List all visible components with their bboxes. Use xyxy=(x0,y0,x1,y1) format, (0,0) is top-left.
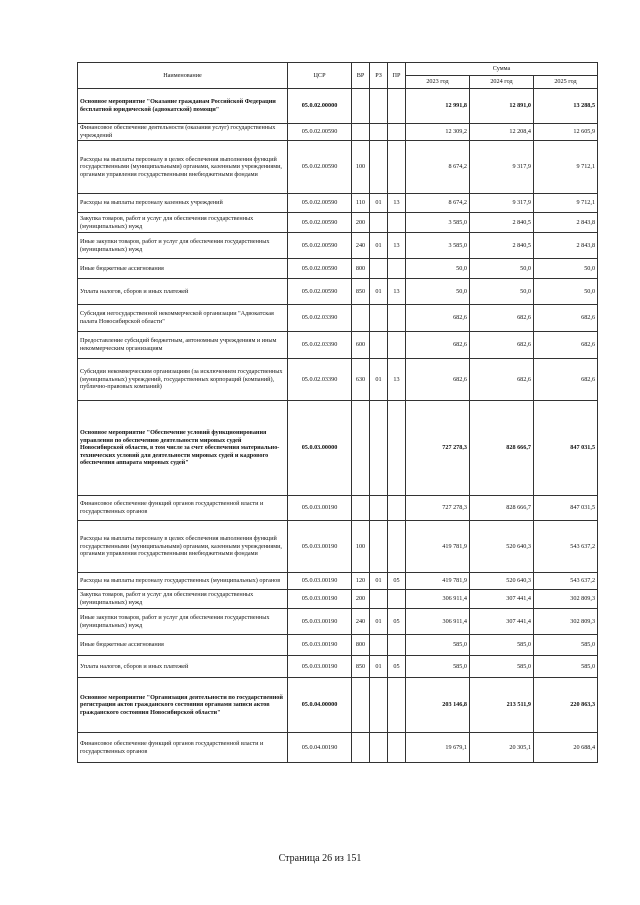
cell-vr: 240 xyxy=(352,609,370,635)
cell-2023: 727 278,3 xyxy=(406,401,470,496)
cell-name: Уплата налогов, сборов и иных платежей xyxy=(78,279,288,305)
cell-pr xyxy=(388,124,406,141)
cell-csr: 05.0.02.03390 xyxy=(288,359,352,401)
header-vr: ВР xyxy=(352,63,370,89)
cell-vr: 110 xyxy=(352,194,370,213)
cell-rz xyxy=(370,124,388,141)
table-row xyxy=(78,656,598,678)
cell-name: Предоставление субсидий бюджетным, автономным учреждениям и иным некоммерческим организациям xyxy=(78,332,288,359)
cell-2023: 3 585,0 xyxy=(406,233,470,259)
cell-pr xyxy=(388,496,406,521)
cell-2025: 12 605,9 xyxy=(534,124,598,141)
cell-csr: 05.0.03.00190 xyxy=(288,656,352,678)
cell-2024: 2 840,5 xyxy=(470,233,534,259)
table-row xyxy=(78,89,598,124)
cell-csr: 05.0.03.00190 xyxy=(288,496,352,521)
cell-rz: 01 xyxy=(370,194,388,213)
cell-csr: 05.0.03.00190 xyxy=(288,635,352,656)
header-year-2025: 2025 год xyxy=(534,76,598,89)
cell-2023: 419 781,9 xyxy=(406,573,470,590)
cell-2025: 585,0 xyxy=(534,635,598,656)
cell-pr xyxy=(388,590,406,609)
cell-pr xyxy=(388,141,406,194)
cell-rz: 01 xyxy=(370,279,388,305)
cell-2025: 50,0 xyxy=(534,259,598,279)
cell-2024: 682,6 xyxy=(470,305,534,332)
cell-csr: 05.0.04.00000 xyxy=(288,678,352,733)
cell-pr xyxy=(388,733,406,763)
table-row xyxy=(78,590,598,609)
cell-2023: 12 309,2 xyxy=(406,124,470,141)
cell-rz: 01 xyxy=(370,656,388,678)
cell-pr xyxy=(388,678,406,733)
budget-table xyxy=(77,62,598,763)
cell-2023: 50,0 xyxy=(406,259,470,279)
cell-name: Расходы на выплаты персоналу казенных учреждений xyxy=(78,194,288,213)
cell-csr: 05.0.03.00190 xyxy=(288,609,352,635)
header-pr: ПР xyxy=(388,63,406,89)
cell-2023: 3 585,0 xyxy=(406,213,470,233)
cell-vr: 240 xyxy=(352,233,370,259)
cell-2024: 520 640,3 xyxy=(470,521,534,573)
cell-2024: 307 441,4 xyxy=(470,609,534,635)
cell-2024: 520 640,3 xyxy=(470,573,534,590)
cell-2025: 220 863,3 xyxy=(534,678,598,733)
cell-2025: 585,0 xyxy=(534,656,598,678)
cell-vr xyxy=(352,401,370,496)
header-csr: ЦСР xyxy=(288,63,352,89)
table-row xyxy=(78,213,598,233)
cell-2025: 2 843,8 xyxy=(534,213,598,233)
table-row xyxy=(78,141,598,194)
table-row xyxy=(78,521,598,573)
page-number: Страница 26 из 151 xyxy=(278,853,362,864)
cell-2025: 302 809,3 xyxy=(534,590,598,609)
cell-rz xyxy=(370,332,388,359)
cell-2024: 213 511,9 xyxy=(470,678,534,733)
cell-2025: 13 288,5 xyxy=(534,89,598,124)
cell-2024: 585,0 xyxy=(470,635,534,656)
cell-pr: 05 xyxy=(388,573,406,590)
cell-name: Субсидии некоммерческим организациям (за исключением государственных (муниципальных) учреждений, государственных корпораций (компаний), публично-правовых компаний) xyxy=(78,359,288,401)
cell-rz: 01 xyxy=(370,609,388,635)
cell-vr: 100 xyxy=(352,521,370,573)
cell-2024: 50,0 xyxy=(470,259,534,279)
cell-pr xyxy=(388,332,406,359)
cell-2025: 20 688,4 xyxy=(534,733,598,763)
cell-name: Иные закупки товаров, работ и услуг для обеспечения государственных (муниципальных) нужд xyxy=(78,609,288,635)
cell-2023: 8 674,2 xyxy=(406,194,470,213)
cell-2023: 419 781,9 xyxy=(406,521,470,573)
cell-2024: 12 891,0 xyxy=(470,89,534,124)
cell-vr: 200 xyxy=(352,213,370,233)
header-sum: Сумма xyxy=(406,63,598,76)
cell-rz xyxy=(370,259,388,279)
header-year-2024: 2024 год xyxy=(470,76,534,89)
cell-2023: 682,6 xyxy=(406,359,470,401)
cell-name: Иные бюджетные ассигнования xyxy=(78,259,288,279)
cell-csr: 05.0.03.00190 xyxy=(288,573,352,590)
cell-2024: 828 666,7 xyxy=(470,401,534,496)
cell-2025: 302 809,3 xyxy=(534,609,598,635)
cell-2023: 12 991,8 xyxy=(406,89,470,124)
cell-2023: 19 679,1 xyxy=(406,733,470,763)
cell-pr: 13 xyxy=(388,194,406,213)
cell-2023: 682,6 xyxy=(406,332,470,359)
cell-csr: 05.0.02.00590 xyxy=(288,194,352,213)
cell-name: Основное мероприятие "Оказание гражданам Российской Федерации бесплатной юридической (адвокатской) помощи" xyxy=(78,89,288,124)
cell-rz: 01 xyxy=(370,359,388,401)
cell-2023: 306 911,4 xyxy=(406,609,470,635)
cell-name: Закупка товаров, работ и услуг для обеспечения государственных (муниципальных) нужд xyxy=(78,213,288,233)
cell-2024: 12 208,4 xyxy=(470,124,534,141)
cell-2025: 847 031,5 xyxy=(534,496,598,521)
cell-rz xyxy=(370,305,388,332)
table-row xyxy=(78,635,598,656)
cell-rz xyxy=(370,733,388,763)
cell-vr: 600 xyxy=(352,332,370,359)
table-row xyxy=(78,401,598,496)
table-row xyxy=(78,124,598,141)
cell-2023: 585,0 xyxy=(406,635,470,656)
cell-2024: 307 441,4 xyxy=(470,590,534,609)
cell-2024: 585,0 xyxy=(470,656,534,678)
cell-2024: 828 666,7 xyxy=(470,496,534,521)
cell-2024: 682,6 xyxy=(470,332,534,359)
cell-name: Основное мероприятие "Обеспечение условий функционирования управления по обеспечению деятельности мировых судей Новосибирской области, в том числе за счет обеспечения материально-технических условий для деятельности мировых судей и кадрового обеспечения аппарата мировых судей" xyxy=(78,401,288,496)
cell-2024: 50,0 xyxy=(470,279,534,305)
cell-2025: 543 637,2 xyxy=(534,521,598,573)
cell-vr: 850 xyxy=(352,656,370,678)
cell-csr: 05.0.02.00590 xyxy=(288,124,352,141)
cell-name: Финансовое обеспечение функций органов государственной власти и государственных органов xyxy=(78,733,288,763)
cell-name: Уплата налогов, сборов и иных платежей xyxy=(78,656,288,678)
cell-2023: 50,0 xyxy=(406,279,470,305)
cell-2023: 306 911,4 xyxy=(406,590,470,609)
cell-2025: 543 637,2 xyxy=(534,573,598,590)
header-rz: РЗ xyxy=(370,63,388,89)
cell-csr: 05.0.02.00590 xyxy=(288,141,352,194)
cell-pr xyxy=(388,213,406,233)
cell-vr: 800 xyxy=(352,259,370,279)
cell-vr xyxy=(352,305,370,332)
cell-2023: 682,6 xyxy=(406,305,470,332)
cell-name: Финансовое обеспечение функций органов государственной власти и государственных органов xyxy=(78,496,288,521)
cell-rz xyxy=(370,89,388,124)
cell-2023: 585,0 xyxy=(406,656,470,678)
cell-2025: 682,6 xyxy=(534,305,598,332)
cell-name: Основное мероприятие "Организация деятельности по государственной регистрации актов гражданского состояния органами записи актов гражданского состояния Новосибирской области" xyxy=(78,678,288,733)
cell-name: Расходы на выплаты персоналу в целях обеспечения выполнения функций государственными (муниципальными) органами, казенными учреждениями, органами управления государственными внебюджетными фондами xyxy=(78,141,288,194)
cell-rz xyxy=(370,635,388,656)
cell-vr: 850 xyxy=(352,279,370,305)
cell-csr: 05.0.02.03390 xyxy=(288,332,352,359)
cell-rz xyxy=(370,496,388,521)
cell-2024: 9 317,9 xyxy=(470,194,534,213)
cell-vr xyxy=(352,496,370,521)
header-year-2023: 2023 год xyxy=(406,76,470,89)
cell-2025: 9 712,1 xyxy=(534,194,598,213)
cell-pr xyxy=(388,635,406,656)
cell-2025: 682,6 xyxy=(534,359,598,401)
cell-2024: 20 305,1 xyxy=(470,733,534,763)
cell-csr: 05.0.04.00190 xyxy=(288,733,352,763)
cell-vr xyxy=(352,678,370,733)
cell-csr: 05.0.02.00590 xyxy=(288,259,352,279)
cell-vr: 800 xyxy=(352,635,370,656)
cell-vr: 200 xyxy=(352,590,370,609)
cell-2023: 727 278,3 xyxy=(406,496,470,521)
table-row xyxy=(78,332,598,359)
table-body xyxy=(78,89,598,763)
table-row xyxy=(78,573,598,590)
cell-rz xyxy=(370,141,388,194)
cell-rz xyxy=(370,521,388,573)
cell-csr: 05.0.02.00590 xyxy=(288,279,352,305)
cell-vr: 120 xyxy=(352,573,370,590)
cell-vr: 100 xyxy=(352,141,370,194)
cell-rz xyxy=(370,213,388,233)
cell-pr xyxy=(388,259,406,279)
table-row xyxy=(78,609,598,635)
cell-pr: 05 xyxy=(388,656,406,678)
table-row xyxy=(78,496,598,521)
cell-csr: 05.0.03.00000 xyxy=(288,401,352,496)
cell-2025: 9 712,1 xyxy=(534,141,598,194)
cell-2023: 8 674,2 xyxy=(406,141,470,194)
cell-csr: 05.0.02.00000 xyxy=(288,89,352,124)
table-row xyxy=(78,279,598,305)
cell-csr: 05.0.03.00190 xyxy=(288,590,352,609)
cell-vr xyxy=(352,89,370,124)
table-row xyxy=(78,305,598,332)
cell-name: Иные бюджетные ассигнования xyxy=(78,635,288,656)
cell-pr: 05 xyxy=(388,609,406,635)
cell-rz: 01 xyxy=(370,233,388,259)
table-row xyxy=(78,233,598,259)
table-row xyxy=(78,259,598,279)
cell-csr: 05.0.02.00590 xyxy=(288,213,352,233)
cell-name: Расходы на выплаты персоналу в целях обеспечения выполнения функций государственными (муниципальными) органами, казенными учреждениями, органами управления государственными внебюджетными фондами xyxy=(78,521,288,573)
cell-rz xyxy=(370,401,388,496)
cell-pr xyxy=(388,401,406,496)
cell-pr: 13 xyxy=(388,279,406,305)
table-row xyxy=(78,359,598,401)
cell-2023: 203 146,8 xyxy=(406,678,470,733)
table-row xyxy=(78,733,598,763)
cell-rz xyxy=(370,590,388,609)
cell-2024: 682,6 xyxy=(470,359,534,401)
cell-2024: 9 317,9 xyxy=(470,141,534,194)
cell-pr xyxy=(388,305,406,332)
cell-pr xyxy=(388,521,406,573)
cell-rz: 01 xyxy=(370,573,388,590)
cell-csr: 05.0.03.00190 xyxy=(288,521,352,573)
cell-vr: 630 xyxy=(352,359,370,401)
cell-pr xyxy=(388,89,406,124)
cell-csr: 05.0.02.00590 xyxy=(288,233,352,259)
cell-2024: 2 840,5 xyxy=(470,213,534,233)
cell-rz xyxy=(370,678,388,733)
cell-vr xyxy=(352,733,370,763)
cell-name: Субсидия негосударственной некоммерческой организации "Адвокатская палата Новосибирской области" xyxy=(78,305,288,332)
cell-name: Расходы на выплаты персоналу государственных (муниципальных) органов xyxy=(78,573,288,590)
cell-name: Иные закупки товаров, работ и услуг для обеспечения государственных (муниципальных) нужд xyxy=(78,233,288,259)
cell-name: Финансовое обеспечение деятельности (оказания услуг) государственных учреждений xyxy=(78,124,288,141)
cell-2025: 847 031,5 xyxy=(534,401,598,496)
table-row xyxy=(78,194,598,213)
cell-vr xyxy=(352,124,370,141)
cell-pr: 13 xyxy=(388,233,406,259)
cell-pr: 13 xyxy=(388,359,406,401)
cell-csr: 05.0.02.03390 xyxy=(288,305,352,332)
cell-name: Закупка товаров, работ и услуг для обеспечения государственных (муниципальных) нужд xyxy=(78,590,288,609)
cell-2025: 50,0 xyxy=(534,279,598,305)
cell-2025: 2 843,8 xyxy=(534,233,598,259)
cell-2025: 682,6 xyxy=(534,332,598,359)
table-row xyxy=(78,678,598,733)
header-name: Наименование xyxy=(78,63,288,89)
